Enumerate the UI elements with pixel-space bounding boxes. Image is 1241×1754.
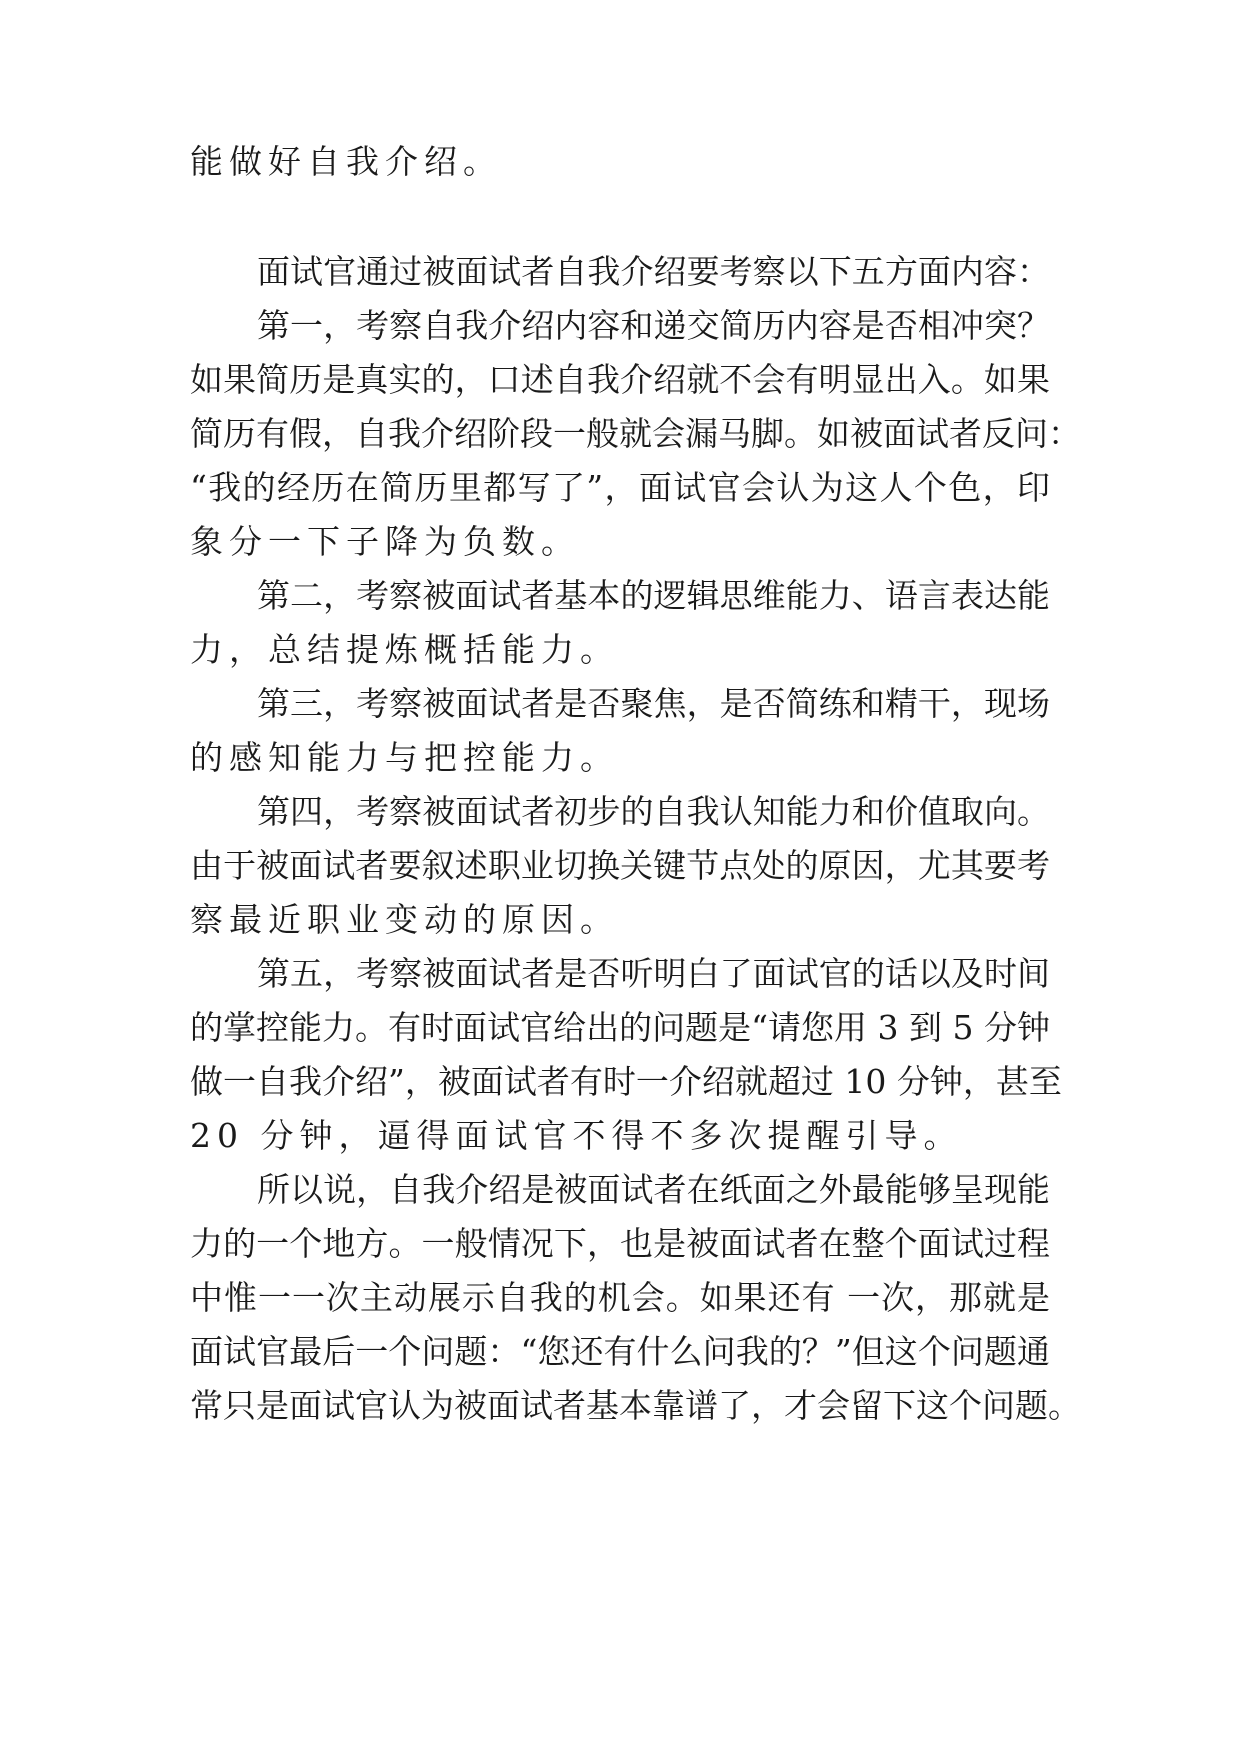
text-line: 做一自我介绍”，被面试者有时一介绍就超过 10 分钟，甚至 <box>190 1062 1062 1101</box>
text-line: 察最近职业变动的原因。 <box>190 900 619 939</box>
text-line: 第五，考察被面试者是否听明白了面试官的话以及时间 <box>257 954 1050 993</box>
text-line: 20 分钟，逼得面试官不得不多次提醒引导。 <box>190 1116 963 1155</box>
text-line: 第二，考察被面试者基本的逻辑思维能力、语言表达能 <box>257 576 1050 615</box>
text-line: 力的一个地方。一般情况下，也是被面试者在整个面试过程 <box>190 1224 1050 1263</box>
text-line: 面试官通过被面试者自我介绍要考察以下五方面内容： <box>257 252 1050 291</box>
text-line: 如果简历是真实的，口述自我介绍就不会有明显出入。如果 <box>190 360 1050 399</box>
text-line: 中惟一一次主动展示自我的机会。如果还有 一次，那就是 <box>190 1278 1050 1317</box>
text-line: “我的经历在简历里都写了”，面试官会认为这人个色，印 <box>190 468 1050 507</box>
text-line: 面试官最后一个问题：“您还有什么问我的？”但这个问题通 <box>190 1332 1050 1371</box>
text-line: 第一，考察自我介绍内容和递交简历内容是否相冲突？ <box>257 306 1050 345</box>
text-line: 由于被面试者要叙述职业切换关键节点处的原因，尤其要考 <box>190 846 1050 885</box>
text-line: 力，总结提炼概括能力。 <box>190 630 619 669</box>
text-line: 的掌控能力。有时面试官给出的问题是“请您用 3 到 5 分钟 <box>190 1008 1050 1047</box>
text-line: 能做好自我介绍。 <box>190 142 502 181</box>
text-line: 所以说，自我介绍是被面试者在纸面之外最能够呈现能 <box>257 1170 1050 1209</box>
text-line: 的感知能力与把控能力。 <box>190 738 619 777</box>
text-line: 第四，考察被面试者初步的自我认知能力和价值取向。 <box>257 792 1050 831</box>
text-line: 常只是面试官认为被面试者基本靠谱了，才会留下这个问题。 <box>190 1386 1081 1425</box>
text-line: 象分一下子降为负数。 <box>190 522 580 561</box>
text-line: 第三，考察被面试者是否聚焦，是否简练和精干，现场 <box>257 684 1050 723</box>
text-line: 简历有假，自我介绍阶段一般就会漏马脚。如被面试者反问： <box>190 414 1081 453</box>
